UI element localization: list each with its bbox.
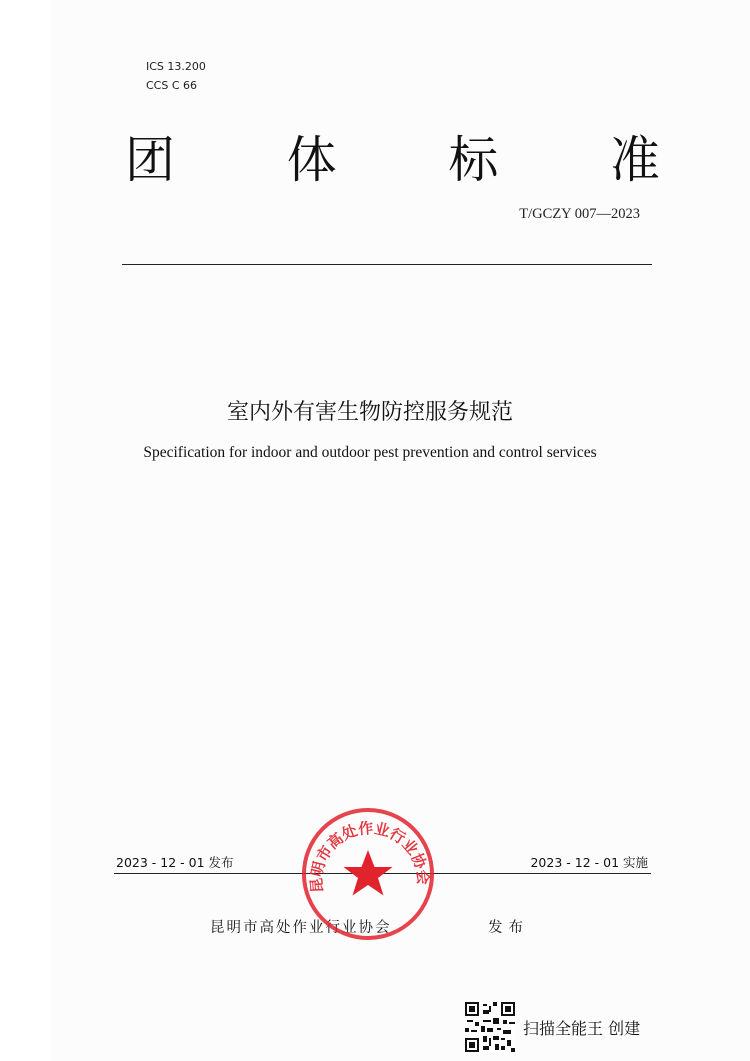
implementation-date: 2023 - 12 - 01 实施 (530, 855, 648, 870)
standard-type-char: 体 (286, 131, 337, 189)
seal-text: 昆明市高处作业行业协会 (307, 819, 433, 894)
classification-codes (146, 57, 206, 95)
seal-star-icon (344, 850, 393, 896)
publisher-action: 发布 (488, 920, 529, 936)
scanner-watermark-label: 扫描全能王 创建 (523, 1019, 641, 1038)
document-title-chinese: 室内外有害生物防控服务规范 (226, 400, 513, 425)
standard-number: T/GCZY 007—2023 (519, 206, 640, 222)
standard-type-char: 准 (609, 131, 660, 189)
standard-type-heading (120, 130, 665, 190)
issue-date: 2023 - 12 - 01 发布 (116, 855, 234, 870)
header-divider (122, 264, 652, 265)
document-title-english: Specification for indoor and outdoor pest prevention and control services (143, 444, 597, 461)
standard-type-char: 标 (448, 131, 499, 189)
official-seal-stamp (298, 804, 438, 944)
ics-code: ICS 13.200 (146, 60, 206, 73)
publisher-name: 昆明市高处作业行业协会 (210, 920, 392, 936)
qr-code-icon (465, 1002, 515, 1052)
ccs-code: CCS C 66 (146, 79, 198, 92)
standard-type-char: 团 (125, 131, 175, 189)
